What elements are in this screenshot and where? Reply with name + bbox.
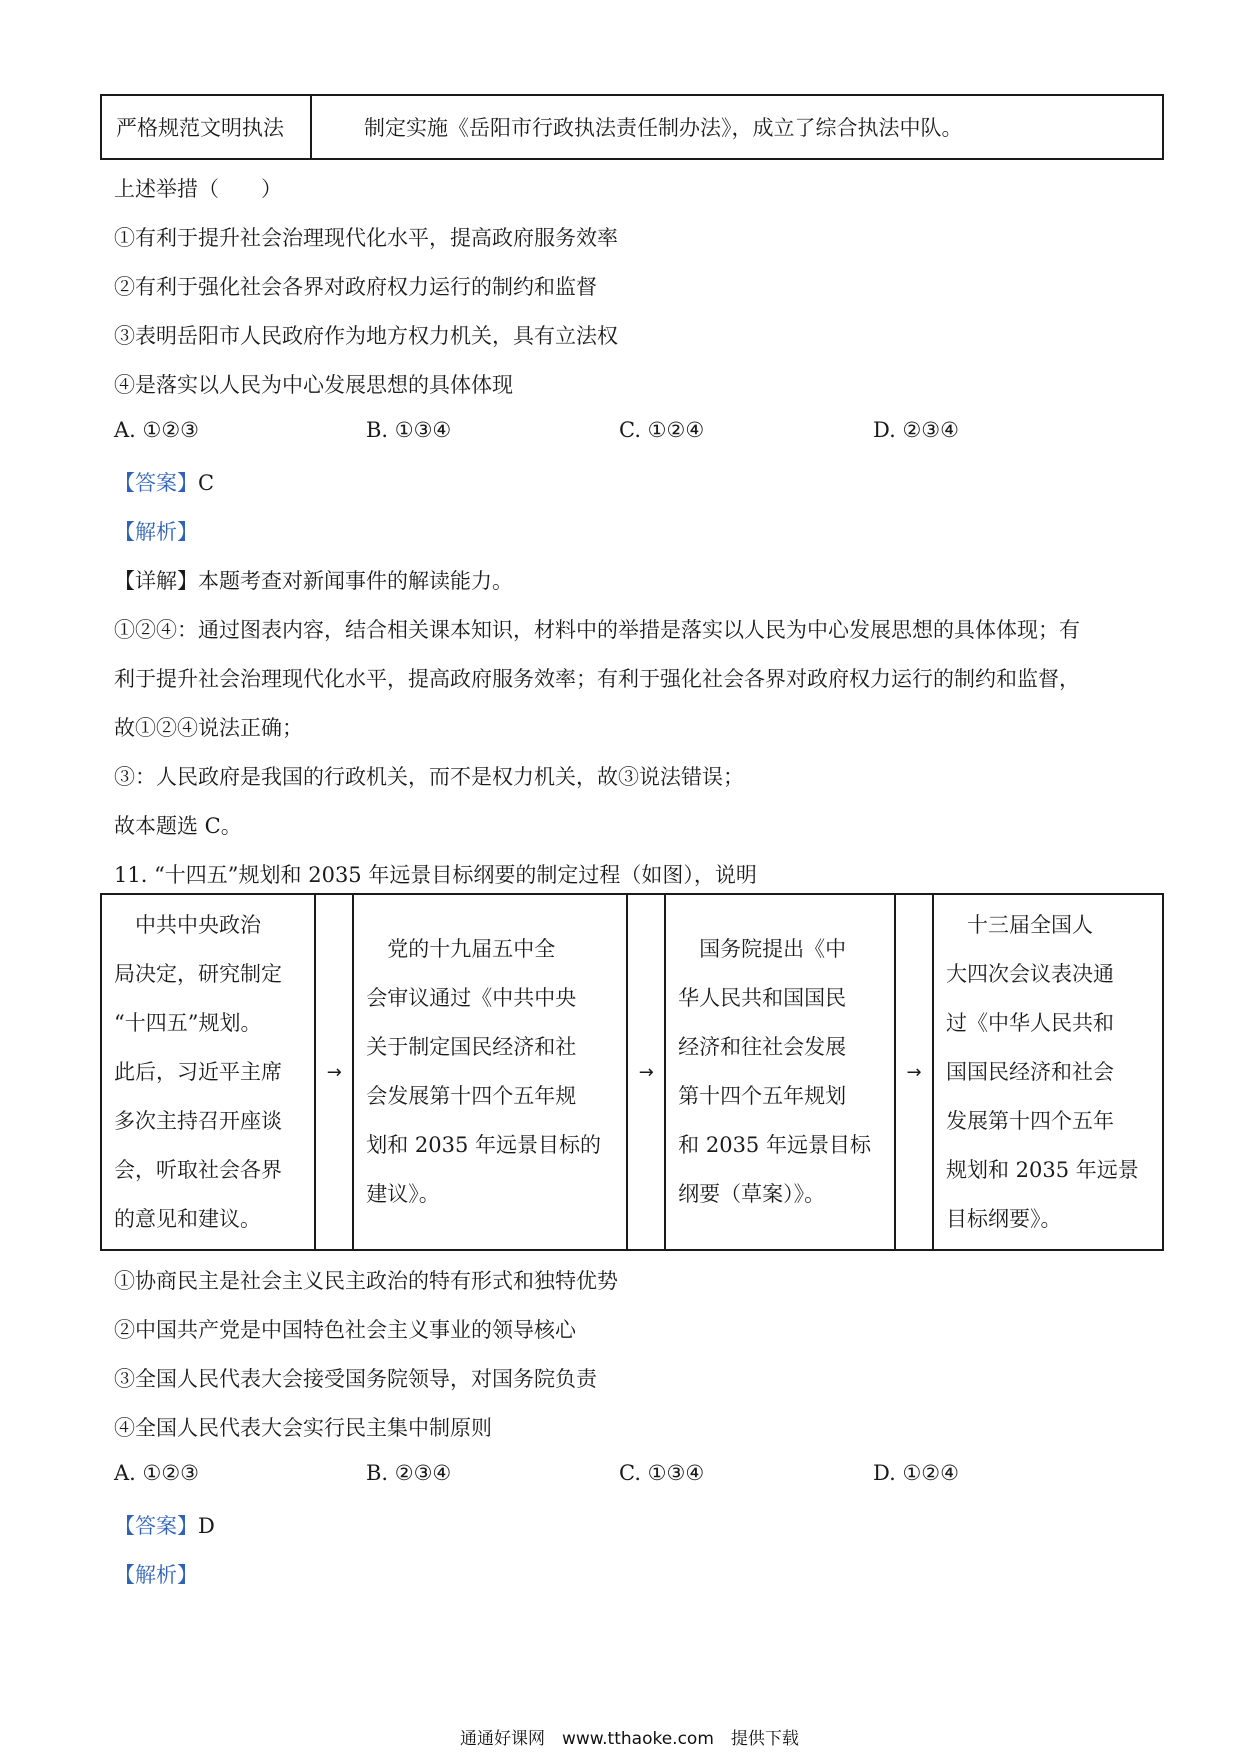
q11-statement-4: ④全国人民代表大会实行民主集中制原则 xyxy=(114,1416,492,1440)
flow-step-2-line: 会审议通过《中共中央 xyxy=(366,986,577,1010)
flow-step-1-line: 局决定，研究制定 xyxy=(114,961,282,986)
table-row xyxy=(101,894,1163,1250)
flow-step-3-line: 国务院提出《中 xyxy=(678,937,847,961)
flow-step-1-line: 中共中央政治 xyxy=(114,912,261,937)
answer-tag: 【答案】 xyxy=(114,471,198,495)
q10-statement-3: ③表明岳阳市人民政府作为地方权力机关，具有立法权 xyxy=(114,324,618,348)
q10-option-b: B. ①③④ xyxy=(366,418,452,442)
q10-detail-1: 【详解】本题考查对新闻事件的解读能力。 xyxy=(114,569,513,593)
q10-detail-3: 利于提升社会治理现代化水平，提高政府服务效率；有利于强化社会各界对政府权力运行的制约和监督， xyxy=(114,667,1080,691)
measures-table xyxy=(100,94,1164,160)
arrow-icon: → xyxy=(895,894,933,1250)
answer-value: C xyxy=(198,471,215,495)
description-cell: 制定实施《岳阳市行政执法责任制办法》，成立了综合执法中队。 xyxy=(311,95,1163,159)
flow-step-3-line: 经济和往社会发展 xyxy=(678,1035,847,1059)
q10-option-a: A. ①②③ xyxy=(114,418,199,442)
flow-step-4-line: 规划和 2035 年远景 xyxy=(945,1157,1139,1182)
q11-analysis-tag: 【解析】 xyxy=(114,1563,198,1587)
q11-stem: 11. “十四五”规划和 2035 年远景目标纲要的制定过程（如图），说明 xyxy=(114,863,757,887)
q11-option-b: B. ②③④ xyxy=(366,1461,452,1485)
flow-step-3-line: 和 2035 年远景目标 xyxy=(678,1133,871,1157)
q11-option-c: C. ①③④ xyxy=(619,1461,705,1485)
flow-step-4-line: 国国民经济和社会 xyxy=(945,1059,1114,1084)
arrow-icon: → xyxy=(627,894,665,1250)
q10-option-c: C. ①②④ xyxy=(619,418,705,442)
q11-option-a: A. ①②③ xyxy=(114,1461,199,1485)
arrow-icon: → xyxy=(315,894,353,1250)
q10-detail-4: 故①②④说法正确； xyxy=(114,716,303,740)
flow-step-4-line: 十三届全国人 xyxy=(945,912,1093,937)
answer-tag: 【答案】 xyxy=(114,1514,198,1538)
flow-step-2-line: 划和 2035 年远景目标的 xyxy=(366,1133,602,1157)
q10-detail-6: 故本题选 C。 xyxy=(114,814,242,838)
process-flow-table xyxy=(100,893,1164,1251)
flow-step-2-line: 建议》。 xyxy=(366,1182,440,1206)
table-row xyxy=(101,95,1163,159)
flow-step-4 xyxy=(933,894,1163,1250)
flow-step-2-line: 关于制定国民经济和社 xyxy=(366,1035,577,1059)
q10-answer xyxy=(114,467,214,497)
q10-stem: 上述举措（ ） xyxy=(114,177,282,201)
q11-statement-2: ②中国共产党是中国特色社会主义事业的领导核心 xyxy=(114,1318,576,1342)
flow-step-1-line: 的意见和建议。 xyxy=(114,1206,261,1231)
flow-step-4-line: 过《中华人民共和 xyxy=(945,1010,1114,1035)
q10-statement-1: ①有利于提升社会治理现代化水平，提高政府服务效率 xyxy=(114,226,618,250)
q10-option-d: D. ②③④ xyxy=(873,418,959,442)
flow-step-3-line: 华人民共和国国民 xyxy=(678,986,847,1010)
flow-step-2 xyxy=(353,894,627,1250)
q11-option-d: D. ①②④ xyxy=(873,1461,959,1485)
flow-step-1-line: 会，听取社会各界 xyxy=(114,1157,282,1182)
flow-step-4-line: 目标纲要》。 xyxy=(945,1206,1062,1231)
flow-step-1-line: 多次主持召开座谈 xyxy=(114,1108,282,1133)
q11-statement-1: ①协商民主是社会主义民主政治的特有形式和独特优势 xyxy=(114,1269,618,1293)
q10-statement-2: ②有利于强化社会各界对政府权力运行的制约和监督 xyxy=(114,275,597,299)
flow-step-1 xyxy=(101,894,315,1250)
flow-step-4-line: 大四次会议表决通 xyxy=(945,961,1114,986)
flow-step-1-line: 此后，习近平主席 xyxy=(114,1059,282,1084)
flow-step-4-line: 发展第十四个五年 xyxy=(945,1108,1114,1133)
answer-value: D xyxy=(198,1514,215,1538)
q11-statement-3: ③全国人民代表大会接受国务院领导，对国务院负责 xyxy=(114,1367,597,1391)
flow-step-3-line: 纲要（草案）》。 xyxy=(678,1182,826,1206)
measure-cell: 严格规范文明执法 xyxy=(101,95,311,159)
flow-step-1-line: “十四五”规划。 xyxy=(114,1010,262,1035)
q11-answer xyxy=(114,1510,215,1540)
flow-step-2-line: 党的十九届五中全 xyxy=(366,937,556,961)
flow-step-3 xyxy=(665,894,895,1250)
q10-analysis-tag: 【解析】 xyxy=(114,520,198,544)
q10-statement-4: ④是落实以人民为中心发展思想的具体体现 xyxy=(114,373,513,397)
page-footer: 通通好课网 www.tthaoke.com 提供下载 xyxy=(460,1729,799,1749)
q10-detail-5: ③：人民政府是我国的行政机关，而不是权力机关，故③说法错误； xyxy=(114,765,744,789)
flow-step-3-line: 第十四个五年规划 xyxy=(678,1084,847,1108)
flow-step-2-line: 会发展第十四个五年规 xyxy=(366,1084,577,1108)
q10-detail-2: ①②④：通过图表内容，结合相关课本知识，材料中的举措是落实以人民为中心发展思想的具体体现；有 xyxy=(114,618,1080,642)
